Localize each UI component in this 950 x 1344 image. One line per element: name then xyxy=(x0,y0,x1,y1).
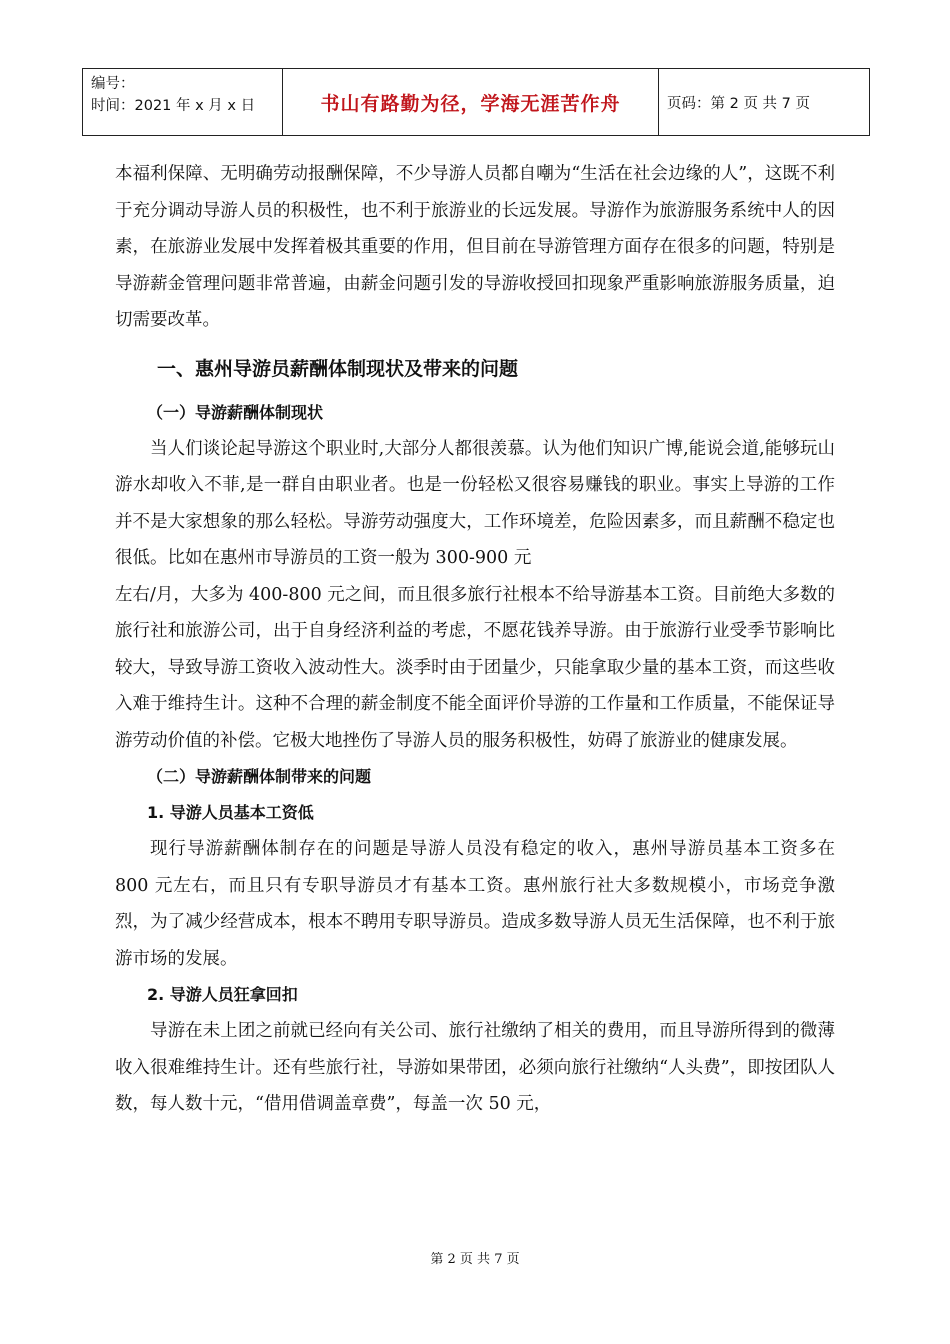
subsection-heading: （二）导游薪酬体制带来的问题 xyxy=(147,767,372,786)
subsection-heading: （一）导游薪酬体制现状 xyxy=(147,402,324,422)
document-body xyxy=(115,156,835,1123)
time-label: 时间：2021 年 x 月 x 日 xyxy=(91,98,256,114)
paragraph: 导游在未上团之前就已经向有关公司、旅行社缴纳了相关的费用，而且导游所得到的微薄收入很难维持生计。还有些旅行社，导游如果带团，必须向旅行社缴纳“人头费”，即按团队人数，每人数十元，“借用借调盖章费”，每盖一次 50 元， xyxy=(115,1021,835,1114)
header-motto: 书山有路勤为径，学海无涯苦作舟 xyxy=(283,69,659,135)
section-heading: 一、惠州导游员薪酬体制现状及带来的问题 xyxy=(157,357,519,380)
item-heading: 1. 导游人员基本工资低 xyxy=(147,803,314,822)
page-footer xyxy=(0,1248,950,1267)
header-page-info: 页码：第 2 页 共 7 页 xyxy=(667,95,810,112)
header-meta xyxy=(83,69,283,135)
intro-paragraph: 本福利保障、无明确劳动报酬保障，不少导游人员都自嘲为“生活在社会边缘的人”，这既不利于充分调动导游人员的积极性，也不利于旅游业的长远发展。导游作为旅游服务系统中人的因素，在旅游业发展中发挥着极其重要的作用，但目前在导游管理方面存在很多的问题，特别是导游薪金管理问题非常普遍，由薪金问题引发的导游收授回扣现象严重影响旅游服务质量，迫切需要改革。 xyxy=(115,164,835,330)
paragraph: 当人们谈论起导游这个职业时,大部分人都很羡慕。认为他们知识广博,能说会道,能够玩山游水却收入不菲,是一群自由职业者。也是一份轻松又很容易赚钱的职业。事实上导游的工作并不是大家想象的那么轻松。导游劳动强度大，工作环境差，危险因素多，而且薪酬不稳定也很低。比如在惠州市导游员的工资一般为 300-900 元 xyxy=(115,438,835,568)
paragraph: 现行导游薪酬体制存在的问题是导游人员没有稳定的收入，惠州导游员基本工资多在 800 元左右，而且只有专职导游员才有基本工资。惠州旅行社大多数规模小，市场竞争激烈，为了减少经营成本，根本不聘用专职导游员。造成多数导游人员无生活保障，也不利于旅游市场的发展。 xyxy=(115,839,835,969)
number-label: 编号： xyxy=(91,76,135,92)
page-header xyxy=(82,68,870,136)
paragraph: 左右/月，大多为 400-800 元之间，而且很多旅行社根本不给导游基本工资。目前绝大多数的旅行社和旅游公司，出于自身经济利益的考虑，不愿花钱养导游。由于旅游行业受季节影响比较大，导致导游工资收入波动性大。淡季时由于团量少，只能拿取少量的基本工资，而这些收入难于维持生计。这种不合理的薪金制度不能全面评价导游的工作量和工作质量，不能保证导游劳动价值的补偿。它极大地挫伤了导游人员的服务积极性，妨碍了旅游业的健康发展。 xyxy=(115,584,835,751)
item-heading: 2. 导游人员狂拿回扣 xyxy=(147,985,298,1004)
footer-page-number: 第 2 页 共 7 页 xyxy=(430,1252,520,1267)
